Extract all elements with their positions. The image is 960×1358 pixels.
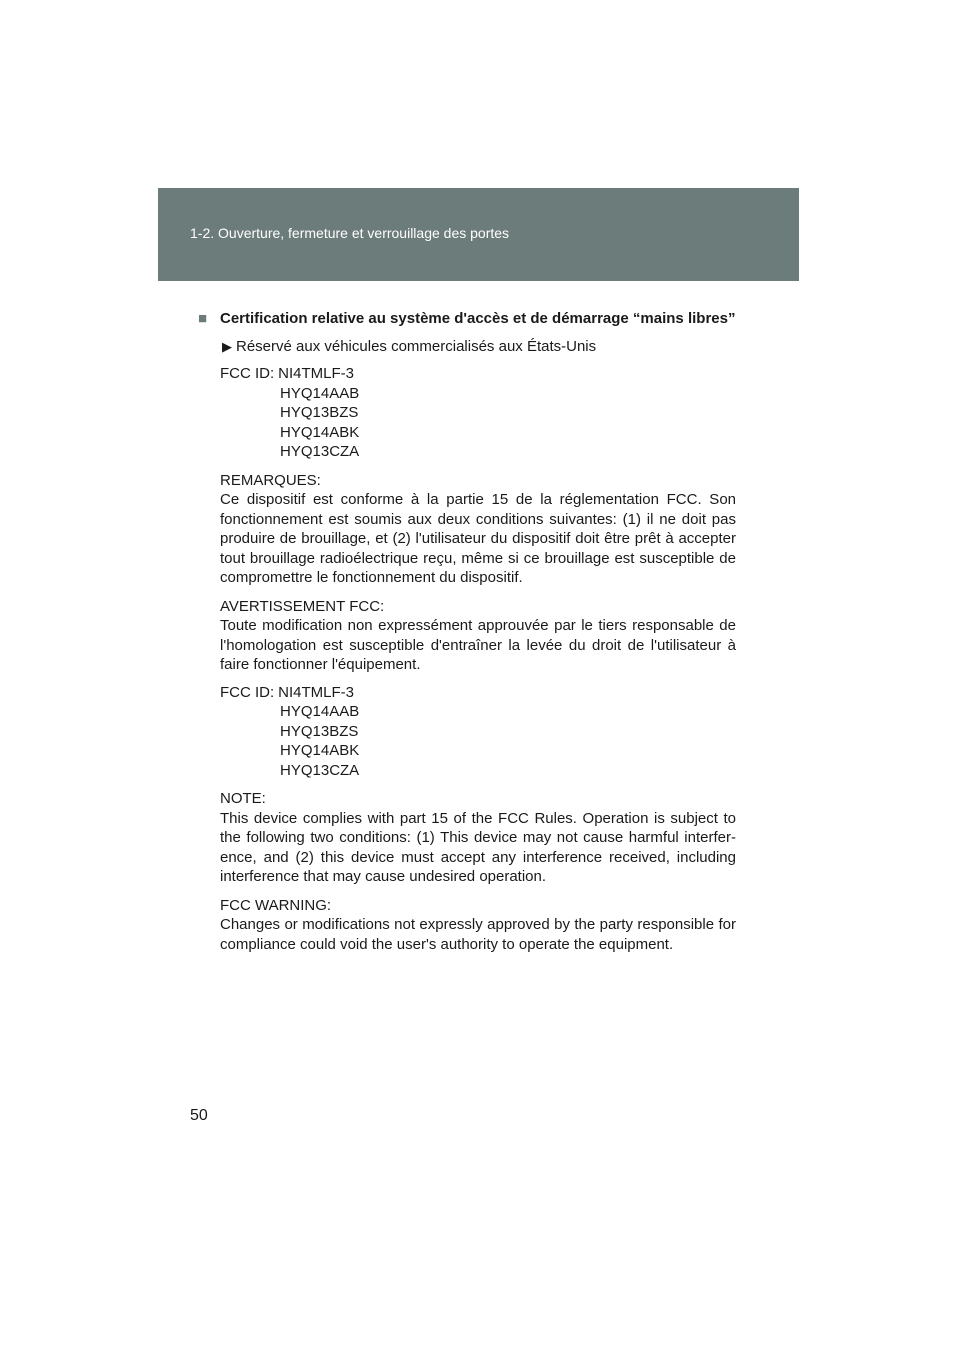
page-content xyxy=(198,309,736,954)
square-bullet-icon: ■ xyxy=(198,310,208,327)
remarques-title: REMARQUES: xyxy=(220,471,321,489)
fcc-id-value: HYQ14AAB xyxy=(280,384,360,402)
triangle-right-icon: ▶ xyxy=(222,338,232,354)
chapter-title: 1-2. Ouverture, fermeture et verrouillage des portes xyxy=(190,225,510,241)
note-text: This device complies with part 15 of the FCC Rules. Operation is subject to the following two conditions: (1) This device may not cause harmful interfer-ence, and (2) this device must accept any interference received, including interference that may cause undesired operation. xyxy=(220,809,736,885)
warning-title: FCC WARNING: xyxy=(220,896,332,914)
fcc-id-block-2 xyxy=(220,683,736,781)
note-paragraph xyxy=(220,789,736,887)
fcc-id-value: HYQ13CZA xyxy=(280,443,360,460)
fcc-id-value: HYQ13BZS xyxy=(280,722,359,740)
fcc-id-value: NI4TMLF-3 xyxy=(278,365,355,382)
fcc-id-value: HYQ14ABK xyxy=(280,742,360,759)
region-note-text: Réservé aux véhicules commercialisés aux États-Unis xyxy=(236,337,597,355)
fcc-id-value: HYQ13BZS xyxy=(280,404,359,421)
avertissement-text: Toute modification non expressément approuvée par le tiers responsable de l'homologation est susceptible d'entraîner la levée du droit de l'utilisateur à faire fonctionner l'équipement. xyxy=(220,617,736,673)
avertissement-title: AVERTISSEMENT FCC: xyxy=(220,597,385,615)
fcc-id-label: FCC ID: xyxy=(220,365,275,382)
remarques-paragraph xyxy=(220,471,736,588)
section-title: Certification relative au système d'accès et de démarrage “mains libres” xyxy=(220,310,736,327)
warning-text: Changes or modifications not expressly approved by the party responsible for compliance could void the user's authority to operate the equipment. xyxy=(220,916,736,953)
avertissement-paragraph xyxy=(220,597,736,675)
warning-paragraph xyxy=(220,896,736,955)
section-heading xyxy=(198,309,736,329)
fcc-id-value: HYQ13CZA xyxy=(280,761,360,779)
fcc-id-label: FCC ID: xyxy=(220,683,275,701)
region-note xyxy=(220,337,736,357)
page-number: 50 xyxy=(190,1107,208,1124)
fcc-id-value: NI4TMLF-3 xyxy=(278,683,355,701)
remarques-text: Ce dispositif est conforme à la partie 15 de la réglementation FCC. Son fonctionnement est soumis aux deux conditions suivantes: (1) il ne doit pas produire de brouillage, et (2) l'utilisateur du dispositif doit être prêt à accepter tout brouillage radioélectrique reçu, même si ce brouillage est susceptible de compromettre le fonctionnement du dispositif. xyxy=(220,491,736,586)
fcc-id-block-1 xyxy=(220,364,736,462)
chapter-header xyxy=(158,188,799,281)
note-title: NOTE: xyxy=(220,790,266,807)
fcc-id-value: HYQ14AAB xyxy=(280,703,360,720)
fcc-id-value: HYQ14ABK xyxy=(280,423,360,441)
